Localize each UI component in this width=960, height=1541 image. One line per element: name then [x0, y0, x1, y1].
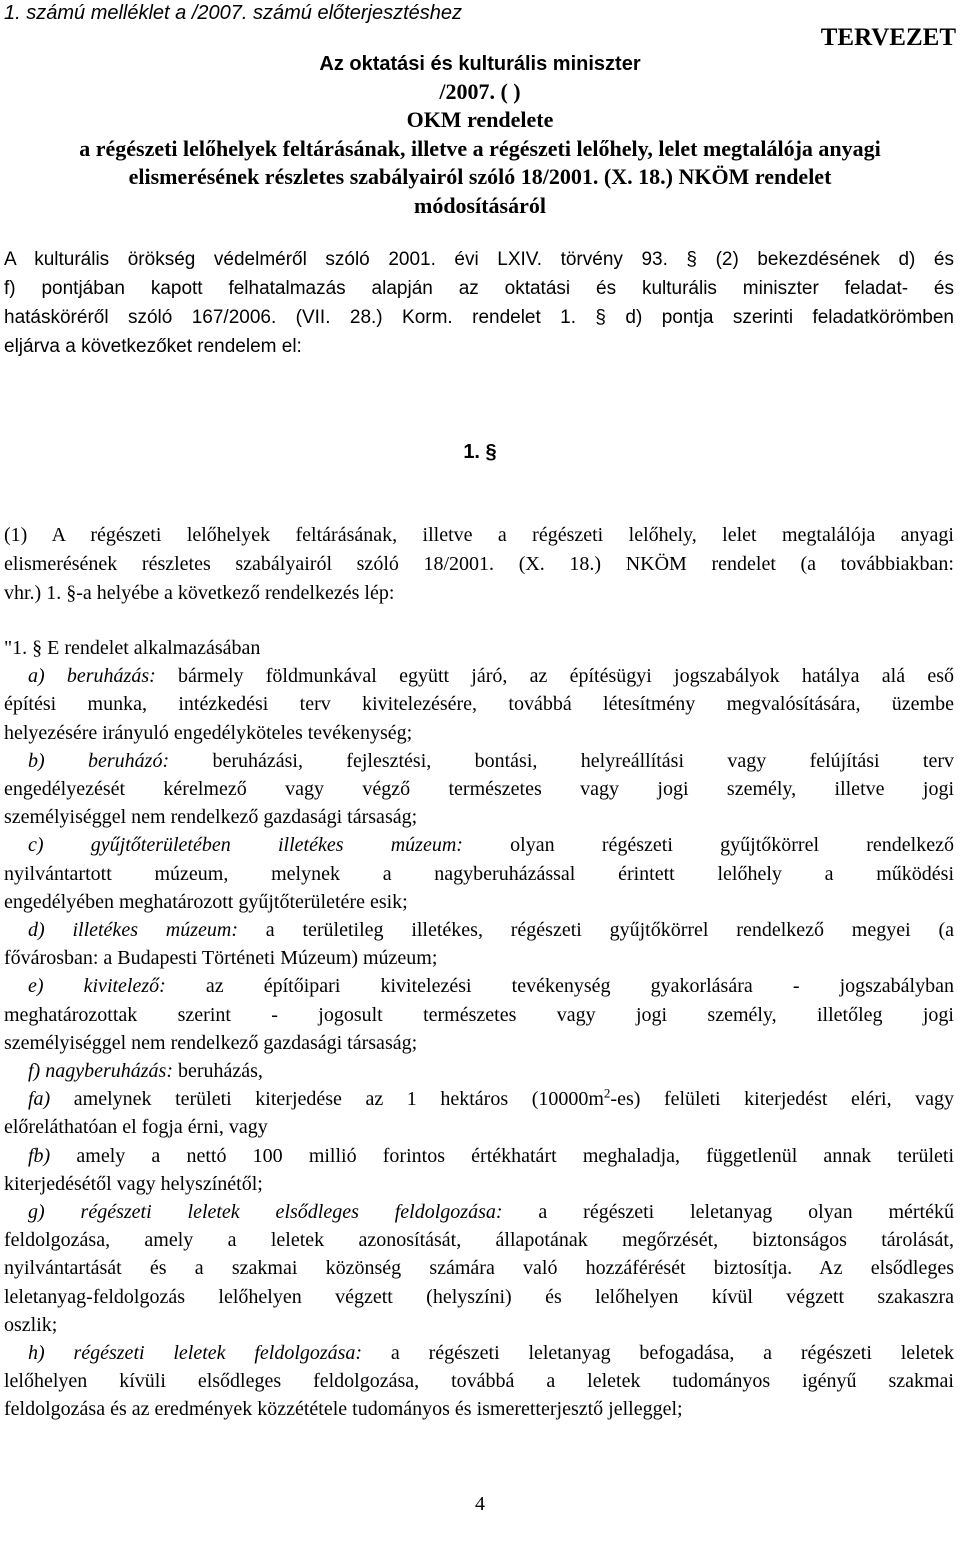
definitions-intro: "1. § E rendelet alkalmazásában — [4, 637, 261, 659]
definition-line: engedélyezését kérelmező vagy végző természetes vagy jogi személy, illetve jogi — [4, 778, 954, 801]
draft-label: TERVEZET — [820, 24, 956, 51]
preamble — [4, 245, 954, 361]
definition-line: feldolgozása, amely a leletek azonosítását, állapotának megőrzését, biztonságos tárolását, — [4, 1229, 954, 1252]
decree-title-line-2: elismerésének részletes szabályairól szóló 18/2001. (X. 18.) NKÖM rendelet — [128, 164, 832, 189]
definition-line: engedélyében meghatározott gyűjtőterületére esik; — [4, 890, 408, 913]
definition-line: leletanyag-feldolgozás lelőhelyen végzett (helyszíni) és lelőhelyen kívül végzett szakaszra — [4, 1285, 954, 1308]
definition-line: nyilvántartott múzeum, melynek a nagyberuházással érintett lelőhely a működési — [4, 862, 954, 885]
definition-line: meghatározottak szerint - jogosult természetes vagy jogi személy, illetőleg jogi — [4, 1003, 954, 1026]
definition-fa: fa) amelynek területi kiterjedése az 1 hektáros $(10000m^2-es)$ felületi kiterjedést eléri, vagy — [28, 1085, 955, 1111]
definition-h: h) régészeti leletek feldolgozása: a régészeti leletanyag befogadása, a régészeti leletek — [28, 1342, 954, 1365]
definition-line: nyilvántartását és a szakmai közönség számára való hozzáférését biztosítja. Az elsődleges — [4, 1257, 954, 1280]
definition-line: építési munka, intézkedési terv kivitelezésére, továbbá létesítmény megvalósítására, üzembe — [4, 693, 954, 716]
definition-line: előreláthatóan el fogja érni, vagy — [4, 1116, 268, 1139]
decree-number: /2007. ( ) — [439, 79, 521, 104]
term: a) beruházás: — [28, 665, 156, 688]
paragraph-line: (1) A régészeti lelőhelyek feltárásának, illetve a régészeti lelőhely, lelet megtalálója anyagi — [4, 524, 954, 546]
definition-line: személyiséggel nem rendelkező gazdasági társaság; — [4, 1031, 418, 1054]
definition-line: lelőhelyen kívüli elsődleges feldolgozása, továbbá a leletek tudományos igényű szakmai — [4, 1370, 954, 1393]
section-heading: 1. § — [463, 441, 497, 463]
term: e) kivitelező: — [28, 975, 166, 998]
decree-title-line-1: a régészeti lelőhelyek feltárásának, illetve a régészeti lelőhely, lelet megtalálója anyagi — [79, 136, 881, 161]
decree-title-line-3: módosításáról — [414, 193, 546, 218]
definition-line: kiterjedésétől vagy helyszínétől; — [4, 1172, 263, 1195]
preamble-line: f) pontjában kapott felhatalmazás alapján az oktatási és kulturális miniszter feladat- és — [4, 278, 954, 299]
definition-f: f) nagyberuházás: beruházás, — [28, 1060, 263, 1083]
term: c) gyűjtőterületében illetékes múzeum: — [28, 834, 463, 857]
definition-fb: fb) amely a nettó 100 millió forintos értékhatárt meghaladja, függetlenül annak területi — [28, 1144, 954, 1167]
issuer-line: Az oktatási és kulturális miniszter — [319, 53, 641, 75]
definitions — [4, 634, 954, 1424]
definition-line: személyiséggel nem rendelkező gazdasági társaság; — [4, 806, 418, 829]
term: d) illetékes múzeum: — [28, 919, 238, 942]
preamble-line: A kulturális örökség védelméről szóló 2001. évi LXIV. törvény 93. § (2) bekezdésének d) és — [4, 249, 954, 270]
definition-c: c) gyűjtőterületében illetékes múzeum: olyan régészeti gyűjtőkörrel rendelkező — [28, 834, 954, 857]
definition-line: feldolgozása és az eredmények közzététele tudományos és ismeretterjesztő jelleggel; — [4, 1398, 683, 1421]
definition-e: e) kivitelező: az építőipari kivitelezési tevékenység gyakorlására - jogszabályban — [28, 975, 954, 998]
definition-line: fővárosban: a Budapesti Történeti Múzeum) múzeum; — [4, 947, 438, 970]
definition-line: oszlik; — [4, 1313, 58, 1336]
page-number: 4 — [475, 1493, 485, 1515]
paragraph-line: vhr.) 1. §-a helyébe a következő rendelkezés lép: — [4, 582, 395, 604]
preamble-line: eljárva a következőket rendelem el: — [4, 336, 302, 357]
annex-note: 1. számú melléklet a /2007. számú előterjesztéshez — [4, 2, 462, 24]
term: fa) — [28, 1088, 51, 1111]
preamble-line: hatásköréről szóló 167/2006. (VII. 28.) Korm. rendelet 1. § d) pontja szerinti feladatkörömben — [4, 307, 954, 328]
superscript: 2 — [603, 1085, 611, 1101]
decree-type: OKM rendelete — [406, 107, 554, 132]
definition-a: a) beruházás: bármely földmunkával együtt járó, az építésügyi jogszabályok hatálya alá eső — [28, 665, 954, 688]
term: b) beruházó: — [28, 749, 170, 772]
term: g) régészeti leletek elsődleges feldolgozása: — [28, 1201, 503, 1224]
definition-line: helyezésére irányuló engedélyköteles tevékenység; — [4, 721, 413, 744]
term: h) régészeti leletek feldolgozása: — [28, 1342, 363, 1365]
paragraph-line: elismerésének részletes szabályairól szóló 18/2001. (X. 18.) NKÖM rendelet (a továbbiakban: — [4, 553, 954, 575]
term: fb) — [28, 1144, 51, 1167]
section-1-paragraph — [4, 521, 954, 608]
definition-g: g) régészeti leletek elsődleges feldolgozása: a régészeti leletanyag olyan mértékű — [28, 1201, 954, 1224]
definition-b: b) beruházó: beruházási, fejlesztési, bontási, helyreállítási vagy felújítási terv — [28, 749, 954, 772]
term: f) nagyberuházás: — [28, 1060, 173, 1083]
definition-d: d) illetékes múzeum: a területileg illetékes, régészeti gyűjtőkörrel rendelkező megyei (a — [28, 919, 954, 942]
